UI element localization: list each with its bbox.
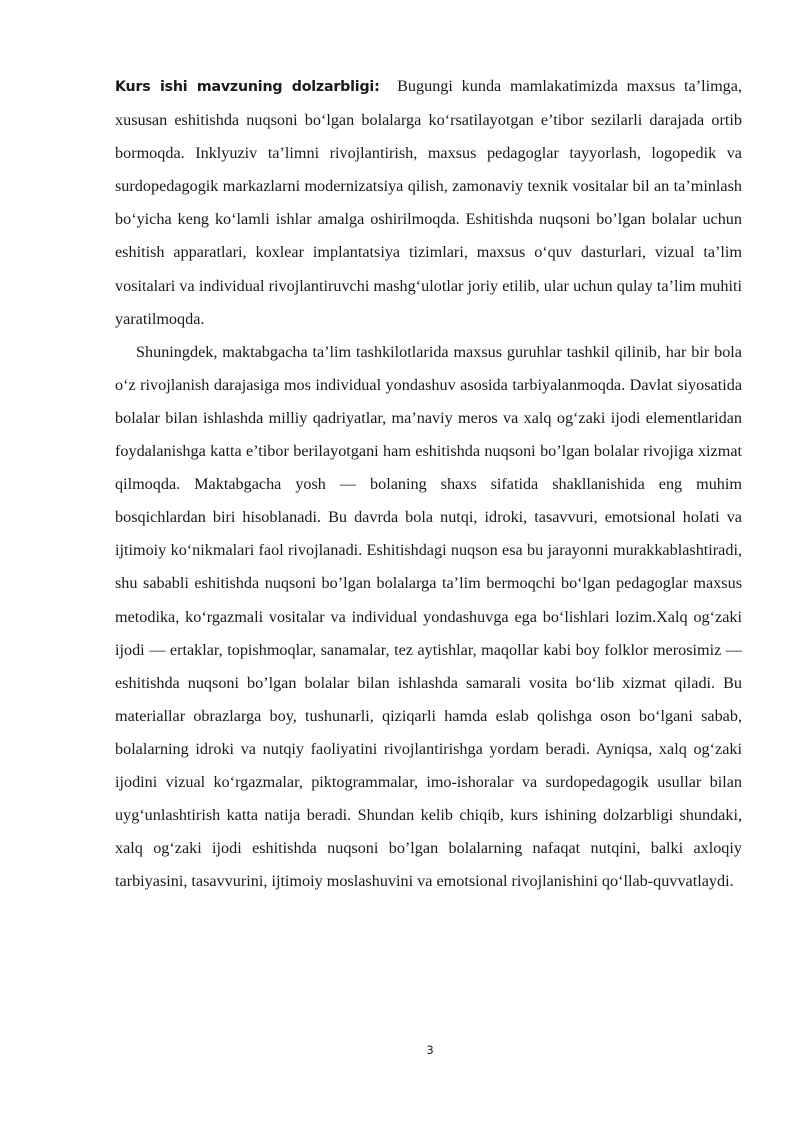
page-number: 3 [426,1043,434,1057]
paragraph-2: Shuningdek, maktabgacha ta’lim tashkilotlarida maxsus guruhlar tashkil qilinib, har bir bola o‘z rivojlanish darajasiga mos individual yondashuv asosida tarbiyalanmoqda. Davlat siyosatida bolalar bilan ishlashda milliy qadriyatlar, ma’naviy meros va xalq og‘zaki ijodi elementlaridan foydalanishga katta e’tibor berilayotgani ham eshitishda nuqsoni bo’lgan bolalar rivojiga xizmat qilmoqda. Maktabgacha yosh — bolaning shaxs sifatida shakllanishida eng muhim bosqichlardan biri hisoblanadi. Bu davrda bola nutqi, idroki, tasavvuri, emotsional holati va ijtimoiy ko‘nikmalari faol rivojlanadi. Eshitishdagi nuqson esa bu jarayonni murakkablashtiradi, shu sababli eshitishda nuqsoni bo’lgan bolalarga ta’lim bermoqchi bo‘lgan pedagoglar maxsus metodika, ko‘rgazmali vositalar va individual yondashuvga ega bo‘lishlari lozim.Xalq og‘zaki ijodi — ertaklar, topishmoqlar, sanamalar, tez aytishlar, maqollar kabi boy folklor merosimiz — eshitishda nuqsoni bo’lgan bolalar bilan ishlashda samarali vosita bo‘lib xizmat qiladi. Bu materiallar obrazlarga boy, tushunarli, qiziqarli hamda eslab qolishga oson bo‘lgani sabab, bolalarning idroki va nutqiy faoliyatini rivojlantirishga yordam beradi. Ayniqsa, xalq og‘zaki ijodini vizual ko‘rgazmalar, piktogrammalar, imo-ishoralar va surdopedagogik usullar bilan uyg‘unlashtirish katta natija beradi. Shundan kelib chiqib, kurs ishining dolzarbligi shundaki, xalq og‘zaki ijodi eshitishda nuqsoni bo’lgan bolalarning nafaqat nutqini, balki axloqiy tarbiyasini, tasavvurini, ijtimoiy moslashuvini va emotsional rivojlanishini qo‘llab-quvvatlaydi. [115,342,742,891]
document-body [115,70,742,898]
paragraph-relevance-intro [115,70,742,336]
paragraph-1-text: Bugungi kunda mamlakatimizda maxsus ta’limga, xususan eshitishda nuqsoni bo‘lgan bolalarga ko‘rsatilayotgan e’tibor sezilarli darajada ortib bormoqda. Inklyuziv ta’limni rivojlantirish, maxsus pedagoglar tayyorlash, logopedik va surdopedagogik markazlarni modernizatsiya qilish, zamonaviy texnik vositalar bil an ta’minlash bo‘yicha keng ko‘lamli ishlar amalga oshirilmoqda. Eshitishda nuqsoni bo’lgan bolalar uchun eshitish apparatlari, koxlear implantatsiya tizimlari, maxsus o‘quv dasturlari, vizual ta’lim vositalari va individual rivojlantiruvchi mashg‘ulotlar joriy etilib, ular uchun qulay ta’lim muhiti yaratilmoqda. [115,77,743,328]
section-heading: Kurs ishi mavzuning dolzarbligi: [115,79,380,95]
